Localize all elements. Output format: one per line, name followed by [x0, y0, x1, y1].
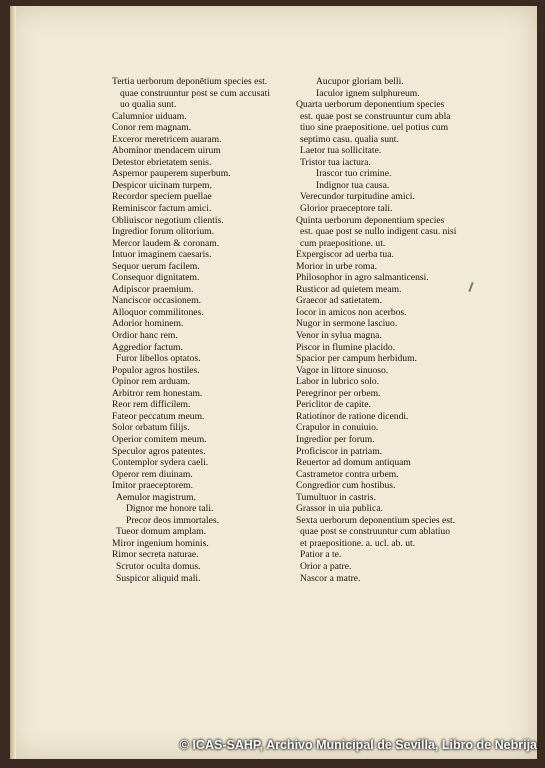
right-column-line: Tristor tua iactura. — [300, 156, 371, 168]
right-column-line: Quarta uerborum deponentium species — [296, 99, 445, 111]
right-column-line: Venor in sylua magna. — [296, 330, 382, 342]
right-column-line: Indignor tua causa. — [316, 179, 390, 191]
left-column-line: Adorior hominem. — [112, 318, 184, 330]
left-column-line: Rimor secreta naturae. — [112, 549, 199, 561]
right-column-line: Nugor in sermone lasciuo. — [296, 318, 398, 330]
left-column-line: Exceror meretricem auaram. — [112, 133, 222, 145]
left-column-line: Furor libellos optatos. — [116, 353, 201, 365]
left-column-line: Abominor mendacem uirum — [112, 145, 221, 157]
right-column-line: septimo casu. qualia sunt. — [300, 133, 399, 145]
right-column-line: Expergiscor ad uerba tua. — [296, 249, 394, 261]
left-column-line: Adipiscor praemium. — [112, 283, 194, 295]
right-column-line: Grassor in uia publica. — [296, 503, 383, 515]
right-column-line: Tumultuor in castris. — [296, 491, 376, 503]
right-column-line: Verecundor turpitudine amici. — [300, 191, 415, 203]
page-gutter-shadow — [10, 6, 16, 759]
right-column-line: Orior a patre. — [300, 560, 352, 572]
left-column-line: Aspernor pauperem superbum. — [112, 168, 231, 180]
left-column-line: Aggredior factum. — [112, 341, 183, 353]
left-column-line: Conor rem magnam. — [112, 122, 192, 134]
left-column-line: Reminiscor factum amici. — [112, 203, 212, 215]
right-column-line: Iocor in amicos non acerbos. — [296, 306, 407, 318]
left-text-column — [112, 76, 270, 584]
right-column-line: Laetor tua sollicitate. — [300, 145, 382, 157]
right-column-line: Congredior cum hostibus. — [296, 480, 396, 492]
left-column-line: Sequor uerum facilem. — [112, 260, 200, 272]
left-column-line: Arbitror rem honestam. — [112, 387, 203, 399]
left-column-line: Calumnior uiduam. — [112, 110, 187, 122]
left-column-line: Alloquor commilitones. — [112, 306, 204, 318]
right-column-line: Piscor in flumine placido. — [296, 341, 396, 353]
right-column-line: Nascor a matre. — [300, 572, 361, 584]
left-column-line: Populor agros hostiles. — [112, 364, 200, 376]
left-column-line: Speculor agros patentes. — [112, 445, 206, 457]
right-column-line: Periclitor de capite. — [296, 399, 371, 411]
right-column-line: tiuo sine praepositione. uel potius cum — [300, 122, 449, 134]
left-column-line: Aemulor magistrum. — [116, 491, 196, 503]
left-column-line: Mercor laudem & coronam. — [112, 237, 220, 249]
right-column-line: Crapulor in conuiuio. — [296, 422, 379, 434]
left-column-line: Nanciscor occasionem. — [112, 295, 201, 307]
left-column-line: Detestor ebrietatem senis. — [112, 156, 212, 168]
right-column-line: Quinta uerborum deponentium species — [296, 214, 445, 226]
left-column-line: Dignor me honore tali. — [126, 503, 214, 515]
right-column-line: Rusticor ad quietem meam. — [296, 283, 402, 295]
right-column-line: Castrametor contra urbem. — [296, 468, 399, 480]
left-column-line: Operior comitem meum. — [112, 433, 207, 445]
left-column-line: Obliuiscor negotium clientis. — [112, 214, 224, 226]
right-column-line: et praepositione. a. ucl. ab. ut. — [300, 537, 416, 549]
left-column-line: Miror ingenium hominis. — [112, 537, 209, 549]
left-column-line: Contemplor sydera caeli. — [112, 457, 209, 469]
left-column-line: Recordor speciem puellae — [112, 191, 212, 203]
left-column-line: Scrutor oculta domus. — [116, 560, 201, 572]
right-column-line: cum praepositione. ut. — [300, 237, 386, 249]
left-column-line: Ingredior forum olitorium. — [112, 226, 215, 238]
left-column-line: Despicor uicinam turpem. — [112, 179, 212, 191]
left-column-line: quae construuntur post se cum accusati — [120, 87, 270, 99]
left-column-line: uo qualia sunt. — [120, 99, 177, 111]
right-column-line: Graecor ad satietatem. — [296, 295, 383, 307]
right-column-line: Iaculor ignem sulphureum. — [316, 87, 420, 99]
left-column-line: Operor rem diuinam. — [112, 468, 193, 480]
right-column-line: Philosophor in agro salmanticensi. — [296, 272, 429, 284]
left-column-line: Precor deos immortales. — [126, 514, 219, 526]
left-column-line: Fateor peccatum meum. — [112, 410, 205, 422]
right-column-line: Aucupor gloriam belli. — [316, 76, 404, 87]
right-column-line: Irascor tuo crimine. — [316, 168, 392, 180]
right-column-line: Labor in lubrico solo. — [296, 376, 380, 388]
right-text-column — [296, 76, 456, 584]
left-column-line: Opinor rem arduam. — [112, 376, 191, 388]
right-column-line: Peregrinor per orbem. — [296, 387, 381, 399]
left-column-line: Ordior hanc rem. — [112, 330, 178, 342]
right-column-line: Patior a te. — [300, 549, 342, 561]
left-column-line: Tertia uerborum deponētium species est. — [112, 76, 268, 87]
right-column-line: Ratiotinor de ratione dicendi. — [296, 410, 409, 422]
right-column-line: est. quae post se nullo indigent casu. nisi — [300, 226, 457, 238]
right-column-line: Proficiscor in patriam. — [296, 445, 383, 457]
right-column-line: Glorior praeceptore tali. — [300, 203, 393, 215]
left-column-line: Tueor domum amplam. — [116, 526, 206, 538]
right-column-line: Ingredior per forum. — [296, 433, 375, 445]
left-column-line: Intuor imaginem caesaris. — [112, 249, 212, 261]
copyright-credit: © ICAS-SAHP, Archivo Municipal de Sevilla, Libro de Nebrija — [179, 738, 537, 752]
right-column-line: Vagor in littore sinuoso. — [296, 364, 389, 376]
pencil-mark — [468, 282, 473, 292]
right-column-line: Spacior per campum herbidum. — [296, 353, 417, 365]
right-column-line: quae post se construuntur cum ablatiuo — [300, 526, 451, 538]
left-column-line: Reor rem difficilem. — [112, 399, 191, 411]
book-page — [10, 6, 537, 759]
left-column-line: Solor orbatum filijs. — [112, 422, 190, 434]
left-column-line: Imitor praeceptorem. — [112, 480, 193, 492]
right-column-line: est. quae post se construuntur cum abla — [300, 110, 451, 122]
right-column-line: Sexta uerborum deponentium species est. — [296, 514, 456, 526]
right-column-line: Reuertor ad domum antiquam — [296, 457, 411, 469]
right-column-line: Morior in urbe roma. — [296, 260, 377, 272]
left-column-line: Consequor dignitatem. — [112, 272, 200, 284]
left-column-line: Suspicor aliquid mali. — [116, 572, 201, 584]
